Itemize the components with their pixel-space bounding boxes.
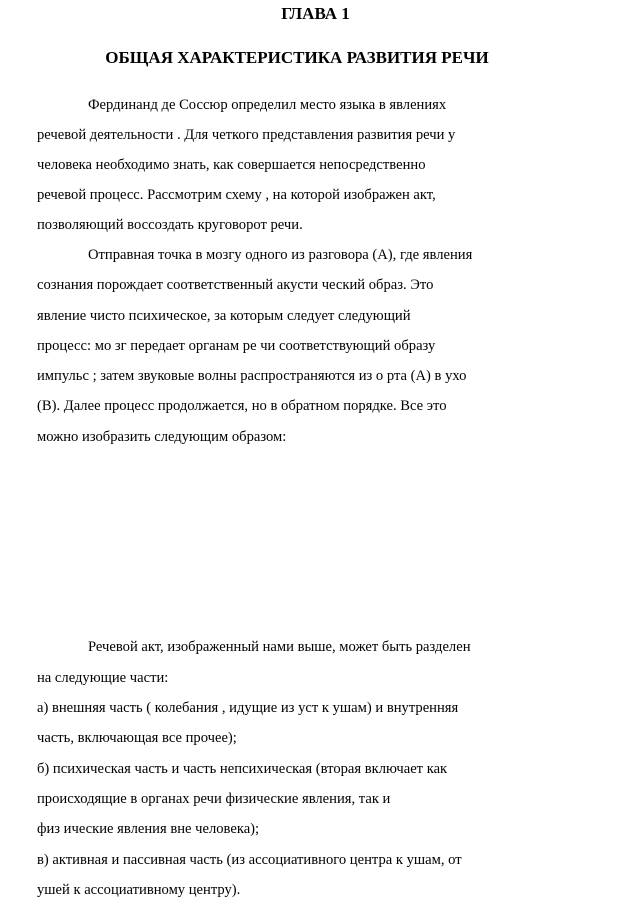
text-line: Фердинанд де Соссюр определил место языка в явлениях — [88, 97, 447, 113]
chapter-heading: ГЛАВА 1 — [281, 4, 350, 23]
text-line: Отправная точка в мозгу одного из разговора (А), где явления — [88, 247, 473, 263]
text-line: речевой процесс. Рассмотрим схему , на которой изображен акт, — [37, 187, 436, 203]
text-line: сознания порождает соответственный акусти ческий образ. Это — [37, 277, 434, 293]
text-line: (В). Далее процесс продолжается, но в обратном порядке. Все это — [37, 398, 447, 414]
text-line: ушей к ассоциативному центру). — [37, 882, 241, 898]
text-line: б) психическая часть и часть непсихическая (вторая включает как — [37, 761, 448, 777]
text-line: происходящие в органах речи физические явления, так и — [37, 791, 391, 807]
text-line: можно изобразить следующим образом: — [37, 429, 287, 445]
text-line: физ ические явления вне человека); — [37, 821, 260, 837]
text-line: Речевой акт, изображенный нами выше, может быть разделен — [88, 639, 471, 655]
text-line: речевой деятельности . Для четкого представления развития речи у — [37, 127, 456, 143]
text-line: процесс: мо зг передает органам ре чи соответствующий образу — [37, 338, 436, 354]
text-line: явление чисто психическое, за которым следует следующий — [37, 308, 411, 324]
text-line: часть, включающая все прочее); — [37, 730, 237, 746]
chapter-title: ОБЩАЯ ХАРАКТЕРИСТИКА РАЗВИТИЯ РЕЧИ — [105, 48, 489, 67]
text-line: позволяющий воссоздать круговорот речи. — [37, 217, 303, 233]
text-line: на следующие части: — [37, 670, 169, 686]
text-line: импульс ; затем звуковые волны распространяются из о рта (А) в ухо — [37, 368, 467, 384]
text-line: человека необходимо знать, как совершается непосредственно — [37, 157, 426, 173]
text-line: в) активная и пассивная часть (из ассоциативного центра к ушам, от — [37, 852, 462, 868]
text-line: а) внешняя часть ( колебания , идущие из уст к ушам) и внутренняя — [37, 700, 459, 716]
